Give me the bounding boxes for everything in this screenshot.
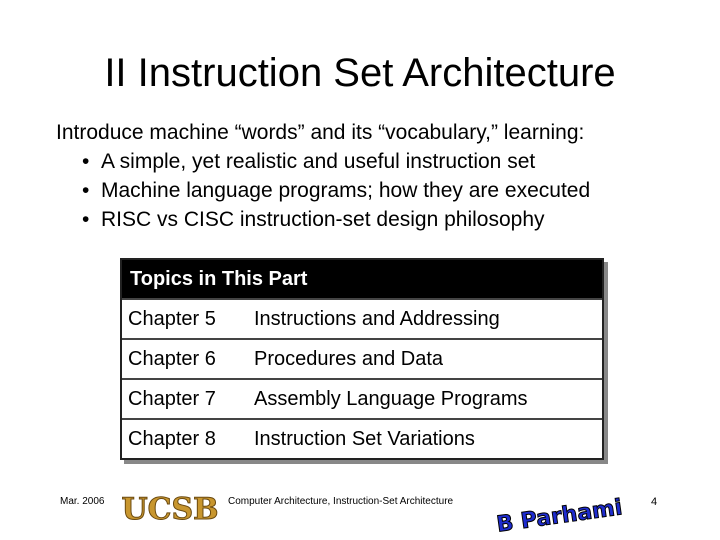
chapter-title: Instructions and Addressing [254,308,500,330]
slide-title: II Instruction Set Architecture [104,51,616,95]
page-number: 4 [651,496,658,508]
signature-logo [495,487,624,538]
ucsb-logo [121,486,219,528]
intro-text: Introduce machine “words” and its “vocabulary,” learning: [56,121,585,144]
footer-course-title: Computer Architecture, Instruction-Set Architecture [228,496,454,507]
bullet-icon: • [82,208,90,231]
chapter-title: Assembly Language Programs [254,388,528,410]
topics-table [120,258,604,460]
topic-row [122,418,602,458]
svg-text:UCSB: UCSB [121,492,219,527]
bullet-text: RISC vs CISC instruction-set design philosophy [101,208,545,231]
bullet-item [75,176,706,205]
chapter-number: Chapter 7 [128,388,216,410]
svg-text:B Parhami: B Parhami [495,495,624,538]
bullet-icon: • [82,179,90,202]
chapter-number: Chapter 5 [128,308,216,330]
bullet-text: A simple, yet realistic and useful instruction set [101,150,536,173]
chapter-title: Procedures and Data [254,348,444,370]
chapter-title: Instruction Set Variations [254,428,475,450]
bullet-list [56,147,706,234]
bullet-item [75,205,706,234]
intro-block [56,118,706,234]
bullet-text: Machine language programs; how they are executed [101,179,591,202]
topic-row [122,338,602,378]
topic-row [122,378,602,418]
chapter-number: Chapter 8 [128,428,216,450]
bullet-icon: • [82,150,90,173]
footer-date: Mar. 2006 [60,496,105,507]
topics-header: Topics in This Part [122,260,602,298]
chapter-number: Chapter 6 [128,348,216,370]
bullet-item [75,147,706,176]
topic-row [122,298,602,338]
